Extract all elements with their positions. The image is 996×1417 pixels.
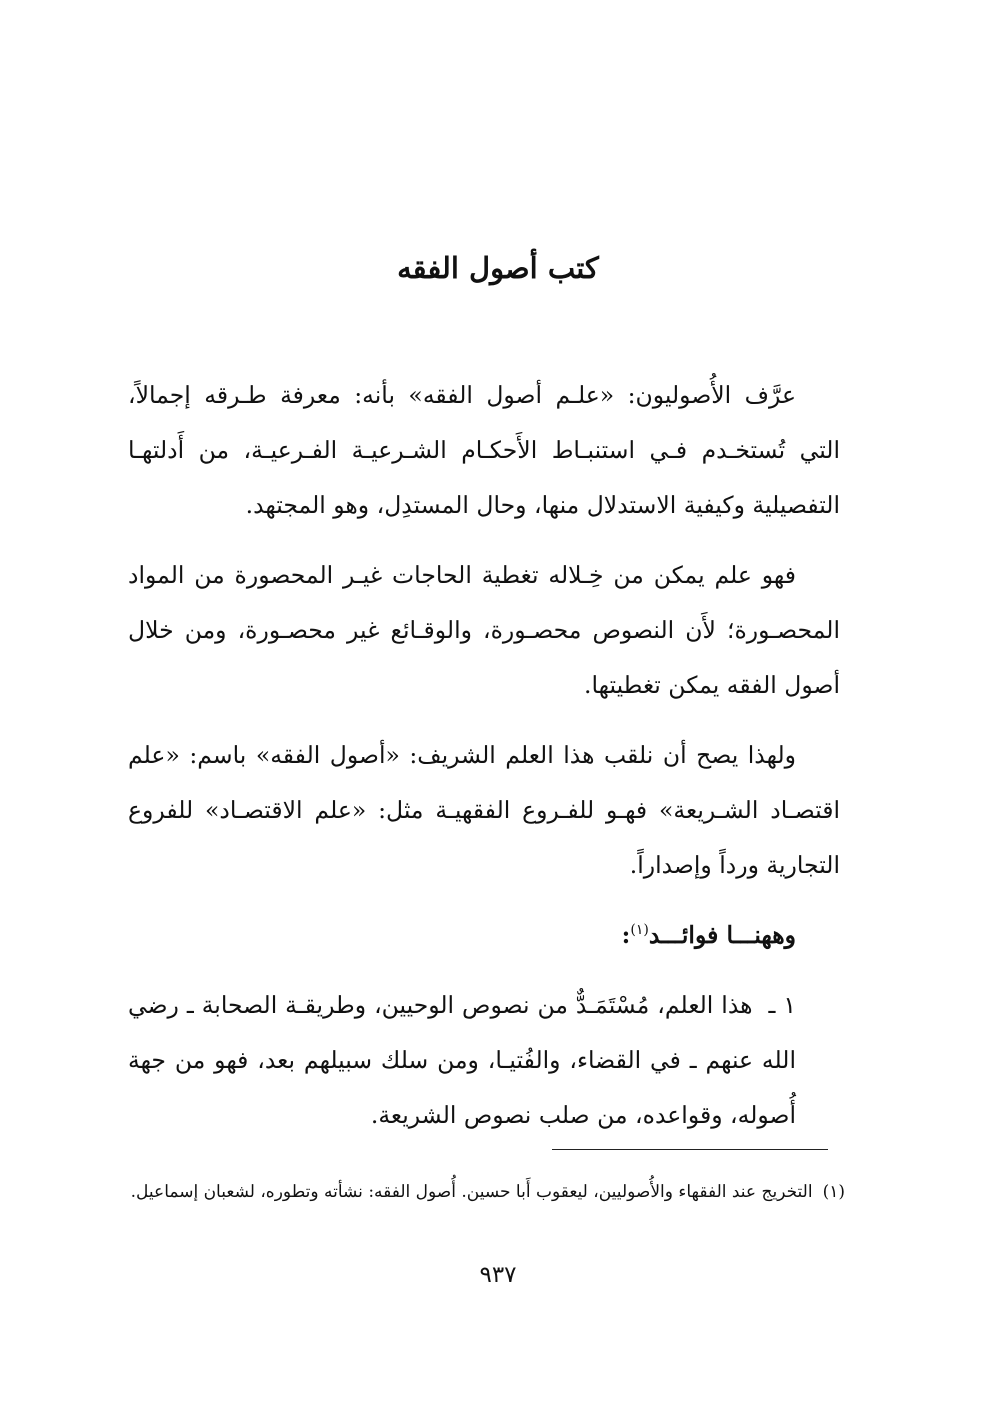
footnote-reference[interactable]: (١) xyxy=(630,922,649,939)
section-heading xyxy=(128,908,840,963)
page-number: ٩٣٧ xyxy=(479,1262,517,1288)
footnote xyxy=(100,1178,845,1206)
list-item-text: هذا العلم، مُسْتَمَـدٌّ من نصوص الوحيين، وطريقـة الصحابة ـ رضي الله عنهم ـ في القضاء، والفُتيـا، ومن سلك سبيلهم بعد، فهو من جهة أُصوله، وقواعده، من صلب نصوص الشريعة. xyxy=(128,991,796,1129)
list-item-number: ١ ـ xyxy=(768,991,796,1019)
paragraph-definition: عرَّف الأُصوليون: «علـم أصول الفقه» بأنه: معرفة طـرقه إجمالاً، التي تُستخـدم فـي استنبـاط الأَحكـام الشـرعيـة الفـرعيـة، من أَدلتهـا التفصيلية وكيفية الاستدلال منها، وحال المستدِل، وهو المجتهد. xyxy=(128,381,840,519)
section-heading-text: وههنـــا فوائـــد xyxy=(648,921,796,949)
page-title: كتب أصول الفقه xyxy=(397,251,599,285)
body-text xyxy=(128,368,840,1158)
footnote-number: (١) xyxy=(822,1182,845,1202)
paragraph-naming: ولهذا يصح أن نلقب هذا العلم الشريف: «أصول الفقه» باسم: «علم اقتصـاد الشـريعة» فهـو للفـروع الفقهيـة مثل: «علم الاقتصـاد» للفروع التجارية ورداً وإصداراً. xyxy=(128,741,840,879)
footnote-separator xyxy=(552,1149,828,1150)
section-heading-colon: : xyxy=(621,921,631,949)
footnote-text: التخريج عند الفقهاء والأُصوليين، ليعقوب أَبا حسين. أُصول الفقه: نشأته وتطوره، لشعبان إسماعيل. xyxy=(130,1182,813,1202)
paragraph-coverage: فهو علم يمكن من خِـلاله تغطية الحاجات غيـر المحصورة من المواد المحصـورة؛ لأَن النصوص محصـورة، والوقـائع غير محصـورة، ومن خلال أصول الفقه يمكن تغطيتها. xyxy=(128,561,840,699)
list-item xyxy=(128,978,840,1143)
